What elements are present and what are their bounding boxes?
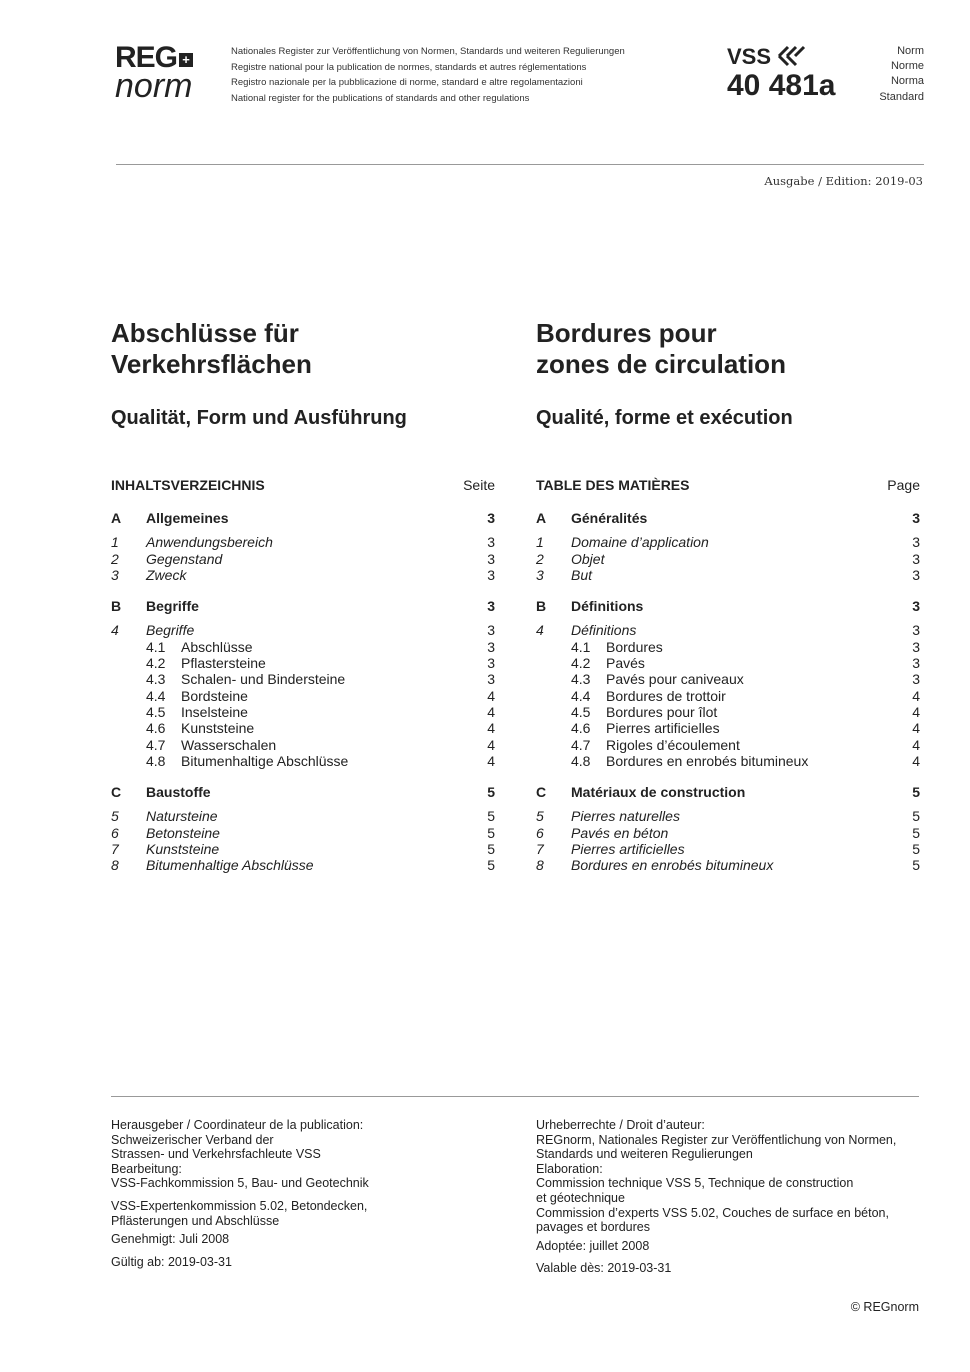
title-fr-line1: Bordures pour [536, 318, 717, 348]
toc-subsection-title: Pavés [606, 655, 645, 672]
toc-header [536, 477, 920, 495]
toc-section-letter: C [536, 784, 547, 801]
footer-de [111, 1118, 491, 1269]
toc-subsection-title: Bordures pour îlot [606, 703, 718, 720]
vss-logo [727, 44, 835, 70]
toc-page-number: 3 [487, 598, 495, 615]
title-fr-line2: zones de circulation [536, 349, 786, 379]
toc-label: TABLE DES MATIÈRES [536, 477, 690, 493]
toc-page-number: 4 [912, 736, 920, 753]
toc-chapter-number: 5 [111, 808, 119, 825]
toc-section-title: Allgemeines [146, 510, 229, 526]
toc-page-number: 5 [487, 808, 495, 825]
toc-page-number: 3 [487, 655, 495, 672]
toc-subsection-number: 4.2 [571, 655, 591, 672]
toc-chapter-row[interactable] [111, 567, 495, 583]
toc-chapter-number: 2 [111, 550, 119, 567]
vss-arrows-icon [777, 45, 807, 67]
toc-chapter-number: 8 [111, 857, 119, 874]
register-description [231, 44, 625, 106]
toc-chapter-number: 4 [536, 622, 544, 639]
toc-subsection-number: 4.7 [571, 736, 591, 753]
toc-page-number: 4 [912, 752, 920, 769]
toc-chapter-number: 4 [111, 622, 119, 639]
toc-de [111, 477, 495, 874]
toc-page-number: 3 [912, 550, 920, 567]
toc-section-row[interactable] [536, 784, 920, 800]
toc-chapter-number: 6 [536, 824, 544, 841]
toc-subsection-number: 4.4 [146, 687, 166, 704]
toc-section-row[interactable] [111, 598, 495, 614]
toc-chapter-title: Gegenstand [146, 550, 223, 567]
toc-label: INHALTSVERZEICHNIS [111, 477, 265, 493]
toc-page-number: 5 [487, 841, 495, 858]
norm-type-fr: Norme [890, 60, 924, 73]
header-divider [116, 164, 924, 165]
toc-fr [536, 477, 920, 874]
toc-chapter-row[interactable] [111, 825, 495, 841]
toc-subsection-row[interactable] [111, 688, 495, 704]
adopted-date: Adoptée: juillet 2008 [536, 1238, 650, 1253]
toc-page-number: 3 [912, 622, 920, 639]
toc-subsection-row[interactable] [111, 737, 495, 753]
toc-page-number: 3 [487, 566, 495, 583]
toc-chapter-number: 2 [536, 550, 544, 567]
toc-chapter-title: Définitions [571, 622, 637, 639]
toc-page-number: 3 [912, 566, 920, 583]
toc-chapter-title: But [571, 566, 593, 583]
toc-subsection-title: Wasserschalen [181, 736, 277, 753]
valid-from-date: Gültig ab: 2019-03-31 [111, 1254, 232, 1269]
toc-chapter-title: Domaine d’application [571, 534, 709, 551]
toc-subsection-number: 4.6 [146, 720, 166, 737]
regnorm-logo [115, 41, 215, 105]
toc-page-number: 5 [912, 808, 920, 825]
register-line-en: National register for the publications of standards and other regulations [231, 92, 530, 104]
toc-subsection-title: Pierres artificielles [606, 720, 720, 737]
toc-page-number: 4 [487, 720, 495, 737]
toc-section-letter: B [536, 598, 547, 615]
publisher-line1: Schweizerischer Verband der [111, 1132, 274, 1147]
title-de [111, 318, 312, 380]
toc-chapter-row[interactable] [111, 551, 495, 567]
toc-chapter-row[interactable] [111, 841, 495, 857]
copyright-line1: REGnorm, Nationales Register zur Veröffentlichung von Normen, [536, 1132, 897, 1147]
toc-page-number: 5 [912, 841, 920, 858]
toc-chapter-row[interactable] [111, 857, 495, 873]
toc-subsection-row[interactable] [536, 639, 920, 655]
toc-subsection-row[interactable] [111, 704, 495, 720]
expert-commission-fr-line2: pavages et bordures [536, 1220, 650, 1235]
toc-page-number: 3 [487, 622, 495, 639]
toc-page-label: Page [887, 477, 920, 493]
toc-subsection-row[interactable] [111, 720, 495, 736]
toc-chapter-title: Bitumenhaltige Abschlüsse [146, 857, 314, 874]
toc-page-number: 3 [912, 671, 920, 688]
toc-chapter-row[interactable] [536, 551, 920, 567]
valid-from-date-fr: Valable dès: 2019-03-31 [536, 1261, 672, 1276]
toc-page-number: 5 [912, 857, 920, 874]
toc-chapter-number: 8 [536, 857, 544, 874]
toc-subsection-number: 4.1 [571, 638, 591, 655]
toc-page-number: 4 [487, 736, 495, 753]
toc-chapter-row[interactable] [111, 622, 495, 638]
title-de-line1: Abschlüsse für [111, 318, 299, 348]
toc-chapter-number: 6 [111, 824, 119, 841]
subtitle-de: Qualität, Form und Ausführung [111, 407, 407, 429]
toc-subsection-number: 4.7 [146, 736, 166, 753]
toc-subsection-number: 4.6 [571, 720, 591, 737]
toc-chapter-number: 7 [536, 841, 544, 858]
toc-subsection-number: 4.8 [146, 752, 166, 769]
toc-subsection-number: 4.5 [571, 703, 591, 720]
toc-subsection-row[interactable] [536, 720, 920, 736]
toc-subsection-title: Bordures en enrobés bitumineux [606, 752, 809, 769]
toc-section-title: Définitions [571, 598, 644, 615]
toc-section-title: Généralités [571, 510, 648, 526]
toc-chapter-title: Begriffe [146, 622, 195, 639]
editing-label: Bearbeitung: [111, 1161, 182, 1176]
logo-norm-text: norm [115, 67, 193, 105]
toc-subsection-number: 4.1 [146, 638, 166, 655]
toc-chapter-title: Bordures en enrobés bitumineux [571, 857, 774, 874]
toc-page-number: 3 [912, 534, 920, 551]
toc-subsection-row[interactable] [536, 704, 920, 720]
toc-section-title: Baustoffe [146, 784, 211, 801]
vss-standard-id [727, 44, 835, 102]
toc-chapter-row[interactable] [536, 808, 920, 824]
toc-subsection-row[interactable] [111, 671, 495, 687]
copyright-label: Urheberrechte / Droit d’auteur: [536, 1118, 705, 1132]
toc-page-number: 4 [912, 703, 920, 720]
toc-chapter-row[interactable] [536, 567, 920, 583]
toc-chapter-number: 3 [111, 566, 119, 583]
expert-commission-fr-line1: Commission d’experts VSS 5.02, Couches de surface en béton, [536, 1205, 889, 1220]
toc-section-title: Begriffe [146, 598, 199, 615]
toc-chapter-row[interactable] [536, 534, 920, 550]
footer-fr [536, 1118, 936, 1276]
subtitle-fr: Qualité, forme et exécution [536, 407, 793, 429]
toc-section-letter: C [111, 784, 122, 801]
toc-subsection-row[interactable] [111, 655, 495, 671]
toc-section-letter: B [111, 598, 122, 615]
toc-subsection-title: Bordsteine [181, 687, 248, 704]
toc-page-number: 5 [487, 784, 495, 801]
toc-chapter-title: Anwendungsbereich [146, 534, 273, 551]
toc-chapter-number: 1 [536, 534, 544, 551]
toc-subsection-row[interactable] [536, 655, 920, 671]
editing-line1: VSS-Fachkommission 5, Bau- und Geotechnik [111, 1176, 369, 1191]
toc-subsection-number: 4.5 [146, 703, 166, 720]
toc-subsection-title: Inselsteine [181, 703, 248, 720]
logo-reg-text: REG [115, 41, 178, 74]
norm-type-it: Norma [890, 75, 924, 88]
elaboration-line2: et géotechnique [536, 1190, 625, 1205]
toc-page-number: 5 [912, 824, 920, 841]
toc-subsection-row[interactable] [111, 639, 495, 655]
toc-chapter-number: 3 [536, 566, 544, 583]
toc-subsection-row[interactable] [111, 753, 495, 769]
toc-page-number: 3 [912, 638, 920, 655]
toc-chapter-number: 5 [536, 808, 544, 825]
toc-chapter-title: Kunststeine [146, 841, 220, 858]
elaboration-label: Elaboration: [536, 1161, 603, 1176]
toc-chapter-title: Natursteine [146, 808, 218, 825]
toc-page-number: 3 [487, 671, 495, 688]
toc-page-number: 3 [912, 598, 920, 615]
toc-subsection-title: Pflastersteine [181, 655, 266, 672]
toc-subsection-number: 4.3 [146, 671, 166, 688]
toc-page-number: 3 [487, 638, 495, 655]
elaboration-line1: Commission technique VSS 5, Technique de construction [536, 1176, 854, 1191]
toc-chapter-row[interactable] [536, 857, 920, 873]
toc-page-number: 3 [487, 534, 495, 551]
toc-chapter-row[interactable] [111, 808, 495, 824]
toc-subsection-row[interactable] [536, 671, 920, 687]
toc-chapter-title: Pierres naturelles [571, 808, 680, 825]
toc-section-row[interactable] [111, 510, 495, 526]
register-line-fr: Registre national pour la publication de normes, standards et autres réglementations [231, 61, 587, 73]
toc-chapter-title: Pavés en béton [571, 824, 669, 841]
toc-page-number: 4 [912, 720, 920, 737]
expert-commission-line1: VSS-Expertenkommission 5.02, Betondecken, [111, 1198, 368, 1213]
edition-date: Ausgabe / Edition: 2019-03 [764, 174, 923, 188]
approved-date: Genehmigt: Juli 2008 [111, 1232, 230, 1247]
toc-subsection-title: Bordures de trottoir [606, 687, 726, 704]
norm-type-de: Norm [897, 45, 924, 57]
toc-page-number: 4 [487, 687, 495, 704]
register-line-de: Nationales Register zur Veröffentlichung von Normen, Standards und weiteren Regulierungen [231, 46, 625, 57]
standard-number: 40 481a [727, 69, 836, 102]
toc-section-row[interactable] [111, 784, 495, 800]
toc-page-number: 5 [912, 784, 920, 801]
toc-page-number: 4 [487, 703, 495, 720]
toc-chapter-title: Pierres artificielles [571, 841, 685, 858]
toc-subsection-title: Schalen- und Bindersteine [181, 671, 346, 688]
toc-subsection-row[interactable] [536, 737, 920, 753]
toc-section-title: Matériaux de construction [571, 784, 746, 801]
register-line-it: Registro nazionale per la pubblicazione di norme, standard e altre regolamentazioni [231, 77, 583, 88]
toc-subsection-title: Pavés pour caniveaux [606, 671, 744, 688]
toc-page-number: 3 [487, 510, 495, 526]
title-de-line2: Verkehrsflächen [111, 349, 312, 379]
toc-page-number: 4 [487, 752, 495, 769]
toc-chapter-row[interactable] [536, 622, 920, 638]
toc-chapter-row[interactable] [536, 825, 920, 841]
toc-subsection-number: 4.2 [146, 655, 166, 672]
toc-section-row[interactable] [536, 510, 920, 526]
norm-type-en: Standard [879, 90, 924, 103]
toc-chapter-title: Zweck [146, 566, 187, 583]
title-fr [536, 318, 786, 380]
toc-page-number: 4 [912, 687, 920, 704]
toc-chapter-row[interactable] [536, 841, 920, 857]
expert-commission-line2: Pflästerungen und Abschlüsse [111, 1213, 280, 1228]
toc-subsection-title: Bordures [606, 638, 663, 655]
toc-header [111, 477, 495, 495]
toc-page-number: 3 [912, 655, 920, 672]
publisher-label: Herausgeber / Coordinateur de la publication: [111, 1118, 364, 1132]
copyright-line2: Standards und weiteren Regulierungen [536, 1147, 753, 1162]
toc-section-letter: A [536, 510, 547, 526]
swiss-cross-icon: + [179, 53, 193, 67]
toc-page-label: Seite [463, 477, 495, 493]
toc-page-number: 5 [487, 824, 495, 841]
toc-chapter-title: Objet [571, 550, 605, 567]
toc-chapter-title: Betonsteine [146, 824, 220, 841]
toc-section-row[interactable] [536, 598, 920, 614]
toc-subsection-title: Abschlüsse [181, 638, 253, 655]
toc-page-number: 3 [487, 550, 495, 567]
toc-page-number: 5 [487, 857, 495, 874]
toc-subsection-number: 4.3 [571, 671, 591, 688]
toc-subsection-row[interactable] [536, 688, 920, 704]
toc-section-letter: A [111, 510, 122, 526]
publisher-line2: Strassen- und Verkehrsfachleute VSS [111, 1147, 321, 1162]
toc-subsection-title: Kunststeine [181, 720, 255, 737]
toc-subsection-title: Bitumenhaltige Abschlüsse [181, 752, 349, 769]
vss-logo-text: VSS [727, 44, 772, 69]
toc-chapter-row[interactable] [111, 534, 495, 550]
toc-subsection-title: Rigoles d’écoulement [606, 736, 740, 753]
toc-subsection-number: 4.4 [571, 687, 591, 704]
copyright-notice: © REGnorm [850, 1300, 919, 1314]
toc-chapter-number: 1 [111, 534, 119, 551]
norm-type-labels [879, 44, 924, 105]
footer-divider [111, 1096, 919, 1097]
toc-subsection-row[interactable] [536, 753, 920, 769]
toc-chapter-number: 7 [111, 841, 119, 858]
toc-subsection-number: 4.8 [571, 752, 591, 769]
toc-page-number: 3 [912, 510, 920, 526]
